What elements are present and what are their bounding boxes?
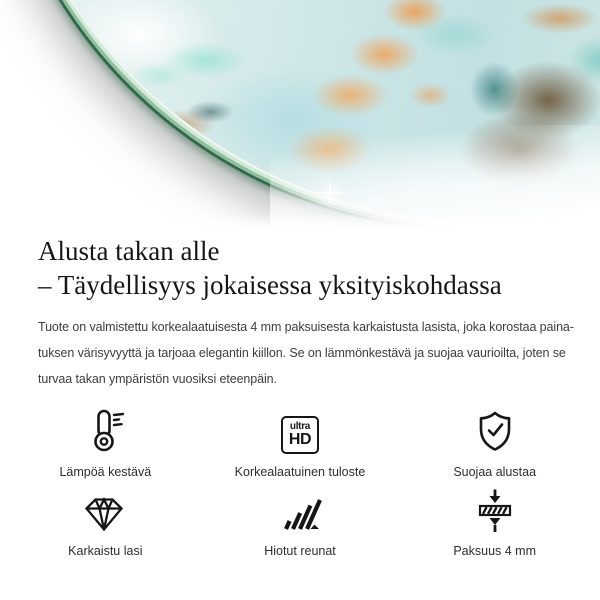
thickness-compress-icon [473,487,517,533]
page-title [38,234,562,302]
feature-label: Suojaa alustaa [453,465,537,479]
title-line-2: – Täydellisyys jokaisessa yksityiskohdassa [38,270,502,300]
feature-heat-resistant [8,408,203,479]
feature-tempered-glass [8,487,203,558]
feature-label: Korkealaatuinen tuloste [234,465,366,479]
diamond-icon [83,487,127,533]
feature-protects-surface [397,408,592,479]
feature-polished-edges [203,487,398,558]
ultra-hd-text-top: ultra [289,421,311,432]
polished-edges-icon [277,487,323,533]
feature-thickness [397,487,592,558]
feature-label: Hiotut reunat [264,544,336,558]
feature-label: Karkaistu lasi [68,544,143,558]
hero-bottom-fade [0,214,600,230]
title-line-1: Alusta takan alle [38,236,220,266]
product-info-section [0,230,600,558]
glass-sparkle-icon [306,176,354,210]
ultra-hd-text-bottom: HD [288,431,312,448]
feature-print-quality [203,408,398,479]
product-hero [0,0,600,230]
feature-label: Paksuus 4 mm [453,544,536,558]
shield-check-icon [474,408,516,454]
thermometer-icon [85,408,125,454]
product-description: Tuote on valmistettu korkealaatuisesta 4 mm paksuisesta karkaistusta lasista, joka korostaa painatuksen värisyvyyttä ja tarjoaa elegantin kiillon. Se on lämmönkestävä ja suojaa vaurioilta, joten se turvaa takan ympäristön vuosiksi eteenpäin. [38,320,574,386]
features-grid [8,408,592,558]
feature-label: Lämpöä kestävä [59,465,152,479]
ultra-hd-icon [281,408,319,454]
